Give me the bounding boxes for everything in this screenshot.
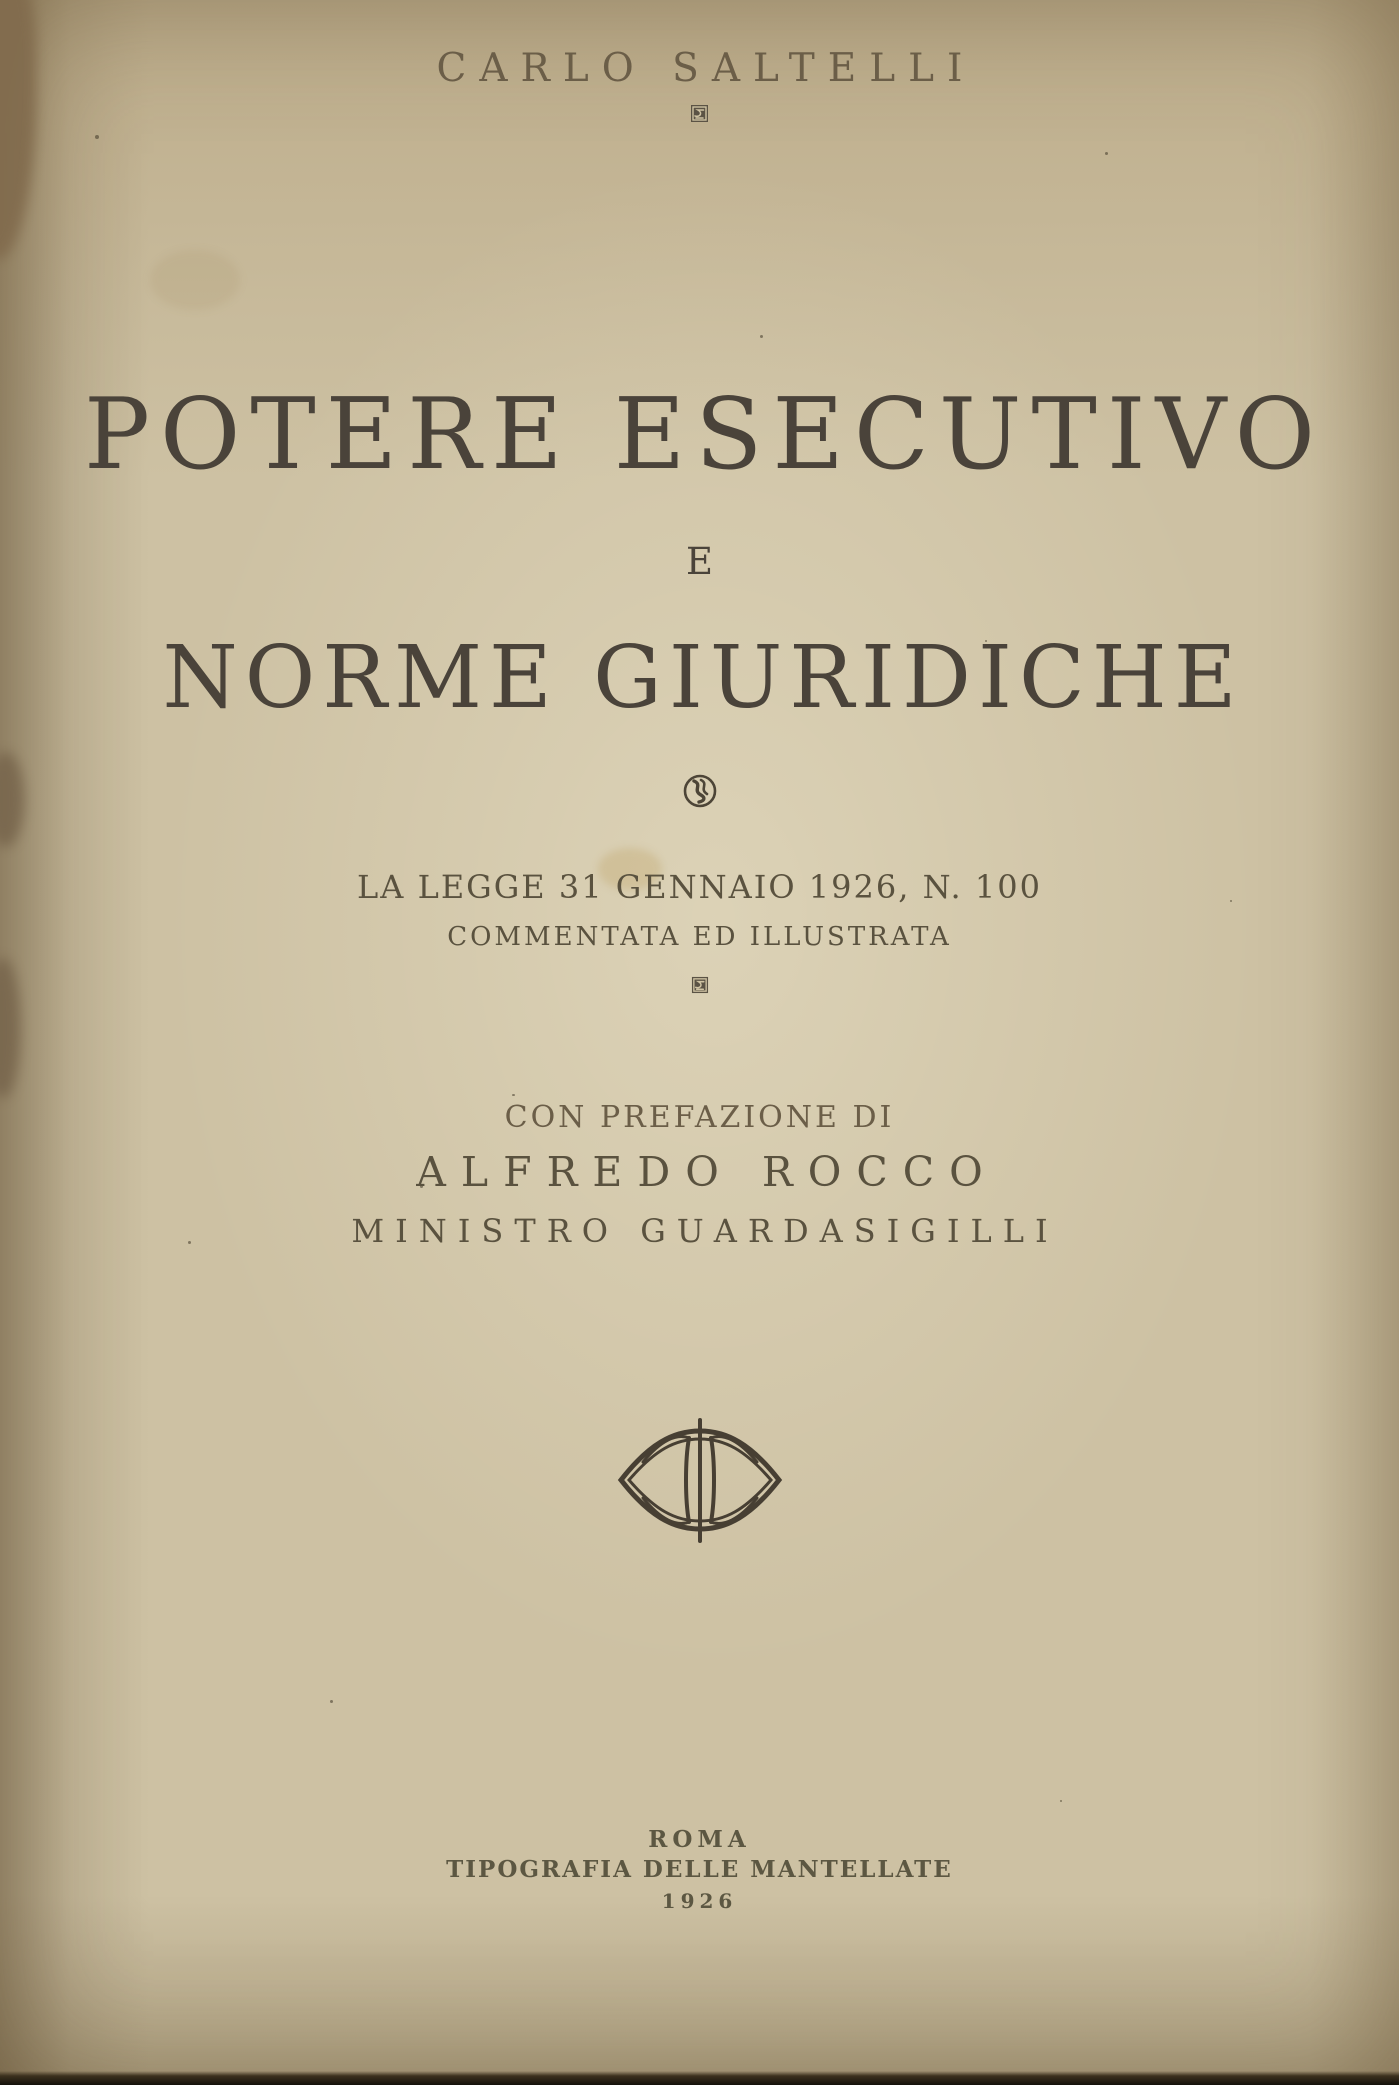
law-subtitle-line2: COMMENTATA ED ILLUSTRATA	[447, 922, 952, 952]
imprint-year: 1926	[661, 1889, 738, 1913]
paper-speck	[95, 135, 99, 139]
paper-speck	[1060, 1800, 1062, 1802]
paper-stain	[150, 250, 240, 310]
paper-speck	[512, 1094, 515, 1096]
paper-speck	[760, 335, 763, 338]
author-name: CARLO SALTELLI	[436, 46, 976, 91]
page-edge-damage-top-left	[0, 0, 36, 260]
preface-role: MINISTRO GUARDASIGILLI	[351, 1212, 1059, 1250]
title-conjunction-e: E	[685, 540, 713, 583]
preface-author: ALFREDO ROCCO	[416, 1148, 998, 1196]
square-swirl-stamp-icon	[0, 976, 1399, 998]
main-title-line2: NORME GIURIDICHE	[162, 628, 1244, 728]
printer-device-icon	[0, 1418, 1399, 1547]
imprint-printer: TIPOGRAFIA DELLE MANTELLATE	[446, 1856, 953, 1883]
page-bottom-shadow	[0, 2071, 1399, 2085]
paper-speck	[330, 1700, 333, 1703]
paper-speck	[1105, 152, 1108, 155]
preface-intro: CON PREFAZIONE DI	[504, 1100, 895, 1135]
law-subtitle-line1: LA LEGGE 31 GENNAIO 1926, N. 100	[357, 868, 1042, 906]
square-swirl-stamp-icon	[0, 104, 1399, 127]
circle-swirl-ornament-icon	[0, 772, 1399, 814]
main-title-line1: POTERE ESECUTIVO	[84, 378, 1325, 492]
imprint-city: ROMA	[648, 1826, 751, 1853]
